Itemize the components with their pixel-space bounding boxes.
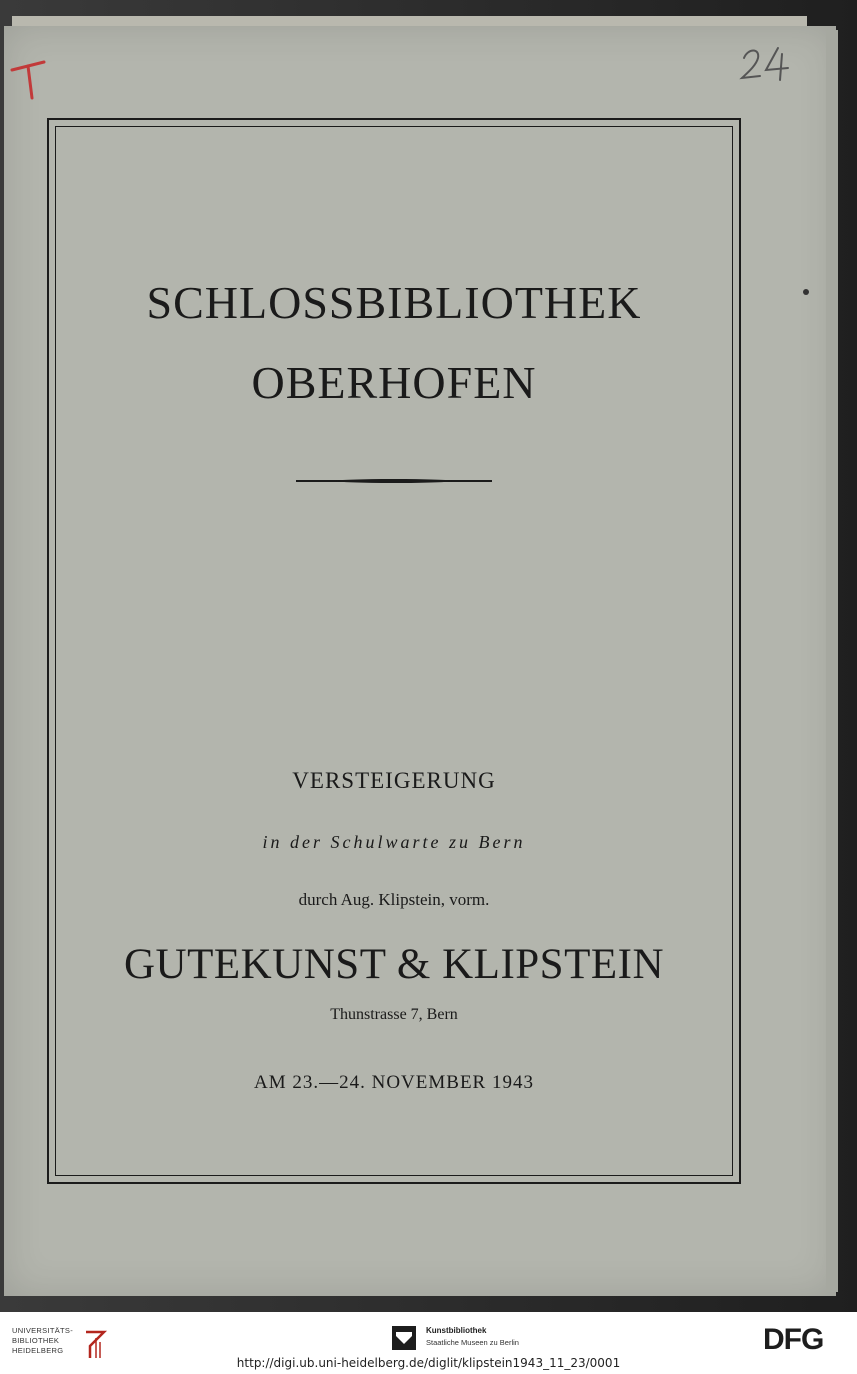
kunstbibliothek-subtitle: Staatliche Museen zu Berlin <box>426 1338 519 1347</box>
uni-logo-text <box>12 1326 80 1356</box>
firm-address: Thunstrasse 7, Bern <box>330 1006 458 1023</box>
uni-line-2: BIBLIOTHEK <box>12 1336 60 1345</box>
auctioneer-line: durch Aug. Klipstein, vorm. <box>298 890 490 909</box>
ornamental-rule <box>296 480 492 482</box>
dfg-logo: DFG <box>763 1323 824 1356</box>
venue-line: in der Schulwarte zu Bern <box>262 832 526 852</box>
firm-name: GUTEKUNST & KLIPSTEIN <box>123 941 665 988</box>
title-line-2: OBERHOFEN <box>251 357 537 408</box>
kunstbibliothek-logo <box>392 1324 592 1354</box>
uni-line-1: UNIVERSITÄTS- <box>12 1326 73 1335</box>
digitization-footer <box>0 1312 857 1374</box>
kunstbibliothek-title: Kunstbibliothek <box>426 1326 487 1335</box>
event-heading: VERSTEIGERUNG <box>292 768 496 793</box>
kunstbibliothek-emblem-icon <box>392 1326 416 1350</box>
permalink-url[interactable]: http://digi.ub.uni-heidelberg.de/diglit/klipstein1943_11_23/0001 <box>236 1356 621 1370</box>
uni-line-3: HEIDELBERG <box>12 1346 64 1355</box>
title-line-1: SCHLOSSBIBLIOTHEK <box>146 277 642 328</box>
auction-date: AM 23.—24. NOVEMBER 1943 <box>254 1072 534 1093</box>
